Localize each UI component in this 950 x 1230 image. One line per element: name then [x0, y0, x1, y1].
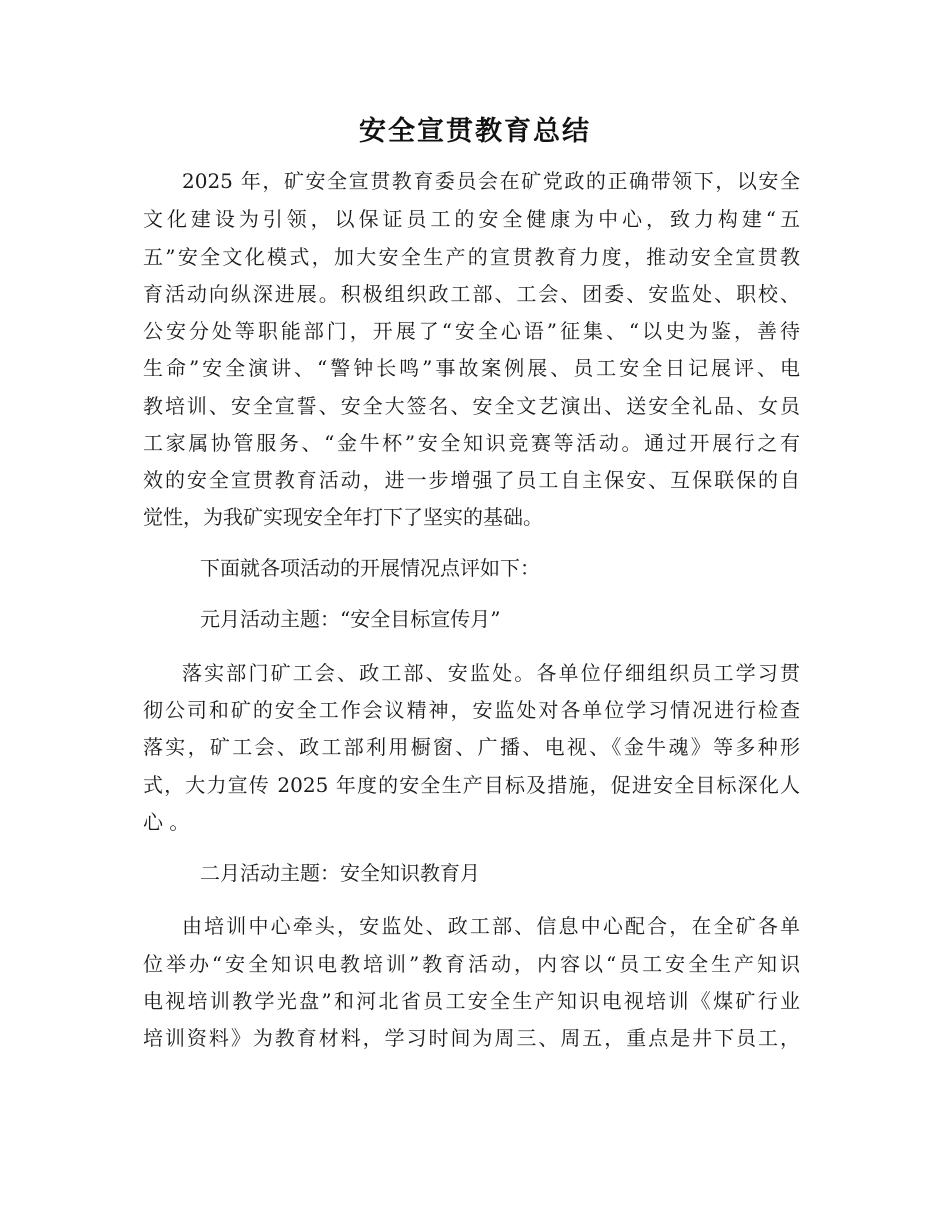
paragraph-1-line-3: 五”安全文化模式，加大安全生产的宣贯教育力度，推动安全宣贯教	[143, 245, 800, 269]
paragraph-1-line-5: 公安分处等职能部门，开展了“安全心语”征集、“以史为鉴，善待	[143, 319, 800, 343]
paragraph-1-line-7: 教培训、安全宣誓、安全大签名、安全文艺演出、送安全礼品、女员	[143, 394, 800, 418]
document-title: 安全宣贯教育总结	[359, 116, 591, 147]
paragraph-1-line-9: 效的安全宣贯教育活动，进一步增强了员工自主保安、互保联保的自	[143, 468, 800, 492]
paragraph-1-line-8: 工家属协管服务、“金牛杯”安全知识竞赛等活动。通过开展行之有	[143, 431, 800, 455]
paragraph-6-line-2: 位举办“安全知识电教培训”教育活动，内容以“员工安全生产知识	[143, 952, 800, 976]
paragraph-1-line-2: 文化建设为引领，以保证员工的安全健康为中心，致力构建“五	[143, 207, 800, 231]
paragraph-4-line-1: 落实部门矿工会、政工部、安监处。各单位仔细组织员工学习贯	[182, 661, 800, 685]
paragraph-1-line-4: 育活动向纵深进展。积极组织政工部、工会、团委、安监处、职校、	[143, 282, 800, 306]
paragraph-6-line-1: 由培训中心牵头，安监处、政工部、信息中心配合，在全矿各单	[182, 914, 800, 938]
paragraph-4-line-3: 落实，矿工会、政工部利用橱窗、广播、电视、《金牛魂》等多种形	[143, 735, 800, 759]
paragraph-6-line-4: 培训资料》为教育材料，学习时间为周三、周五，重点是井下员工，	[143, 1026, 800, 1050]
paragraph-6-line-3: 电视培训教学光盘”和河北省员工安全生产知识电视培训《煤矿行业	[143, 989, 800, 1013]
paragraph-4-line-5: 心 。	[143, 810, 190, 834]
paragraph-2-line-1: 下面就各项活动的开展情况点评如下：	[200, 556, 540, 580]
paragraph-1-line-6: 生命”安全演讲、“警钟长鸣”事故案例展、员工安全日记展评、电	[143, 356, 800, 380]
paragraph-1-line-1: 2025 年，矿安全宣贯教育委员会在矿党政的正确带领下，以安全	[182, 169, 800, 193]
section-heading-january: 元月活动主题：“安全目标宣传月”	[200, 607, 501, 631]
paragraph-4-line-4: 式，大力宣传 2025 年度的安全生产目标及措施，促进安全目标深化人	[143, 773, 800, 797]
paragraph-1-line-10: 觉性，为我矿实现安全年打下了坚实的基础。	[143, 505, 543, 529]
section-heading-february: 二月活动主题：安全知识教育月	[200, 861, 480, 885]
paragraph-4-line-2: 彻公司和矿的安全工作会议精神，安监处对各单位学习情况进行检查	[143, 698, 800, 722]
